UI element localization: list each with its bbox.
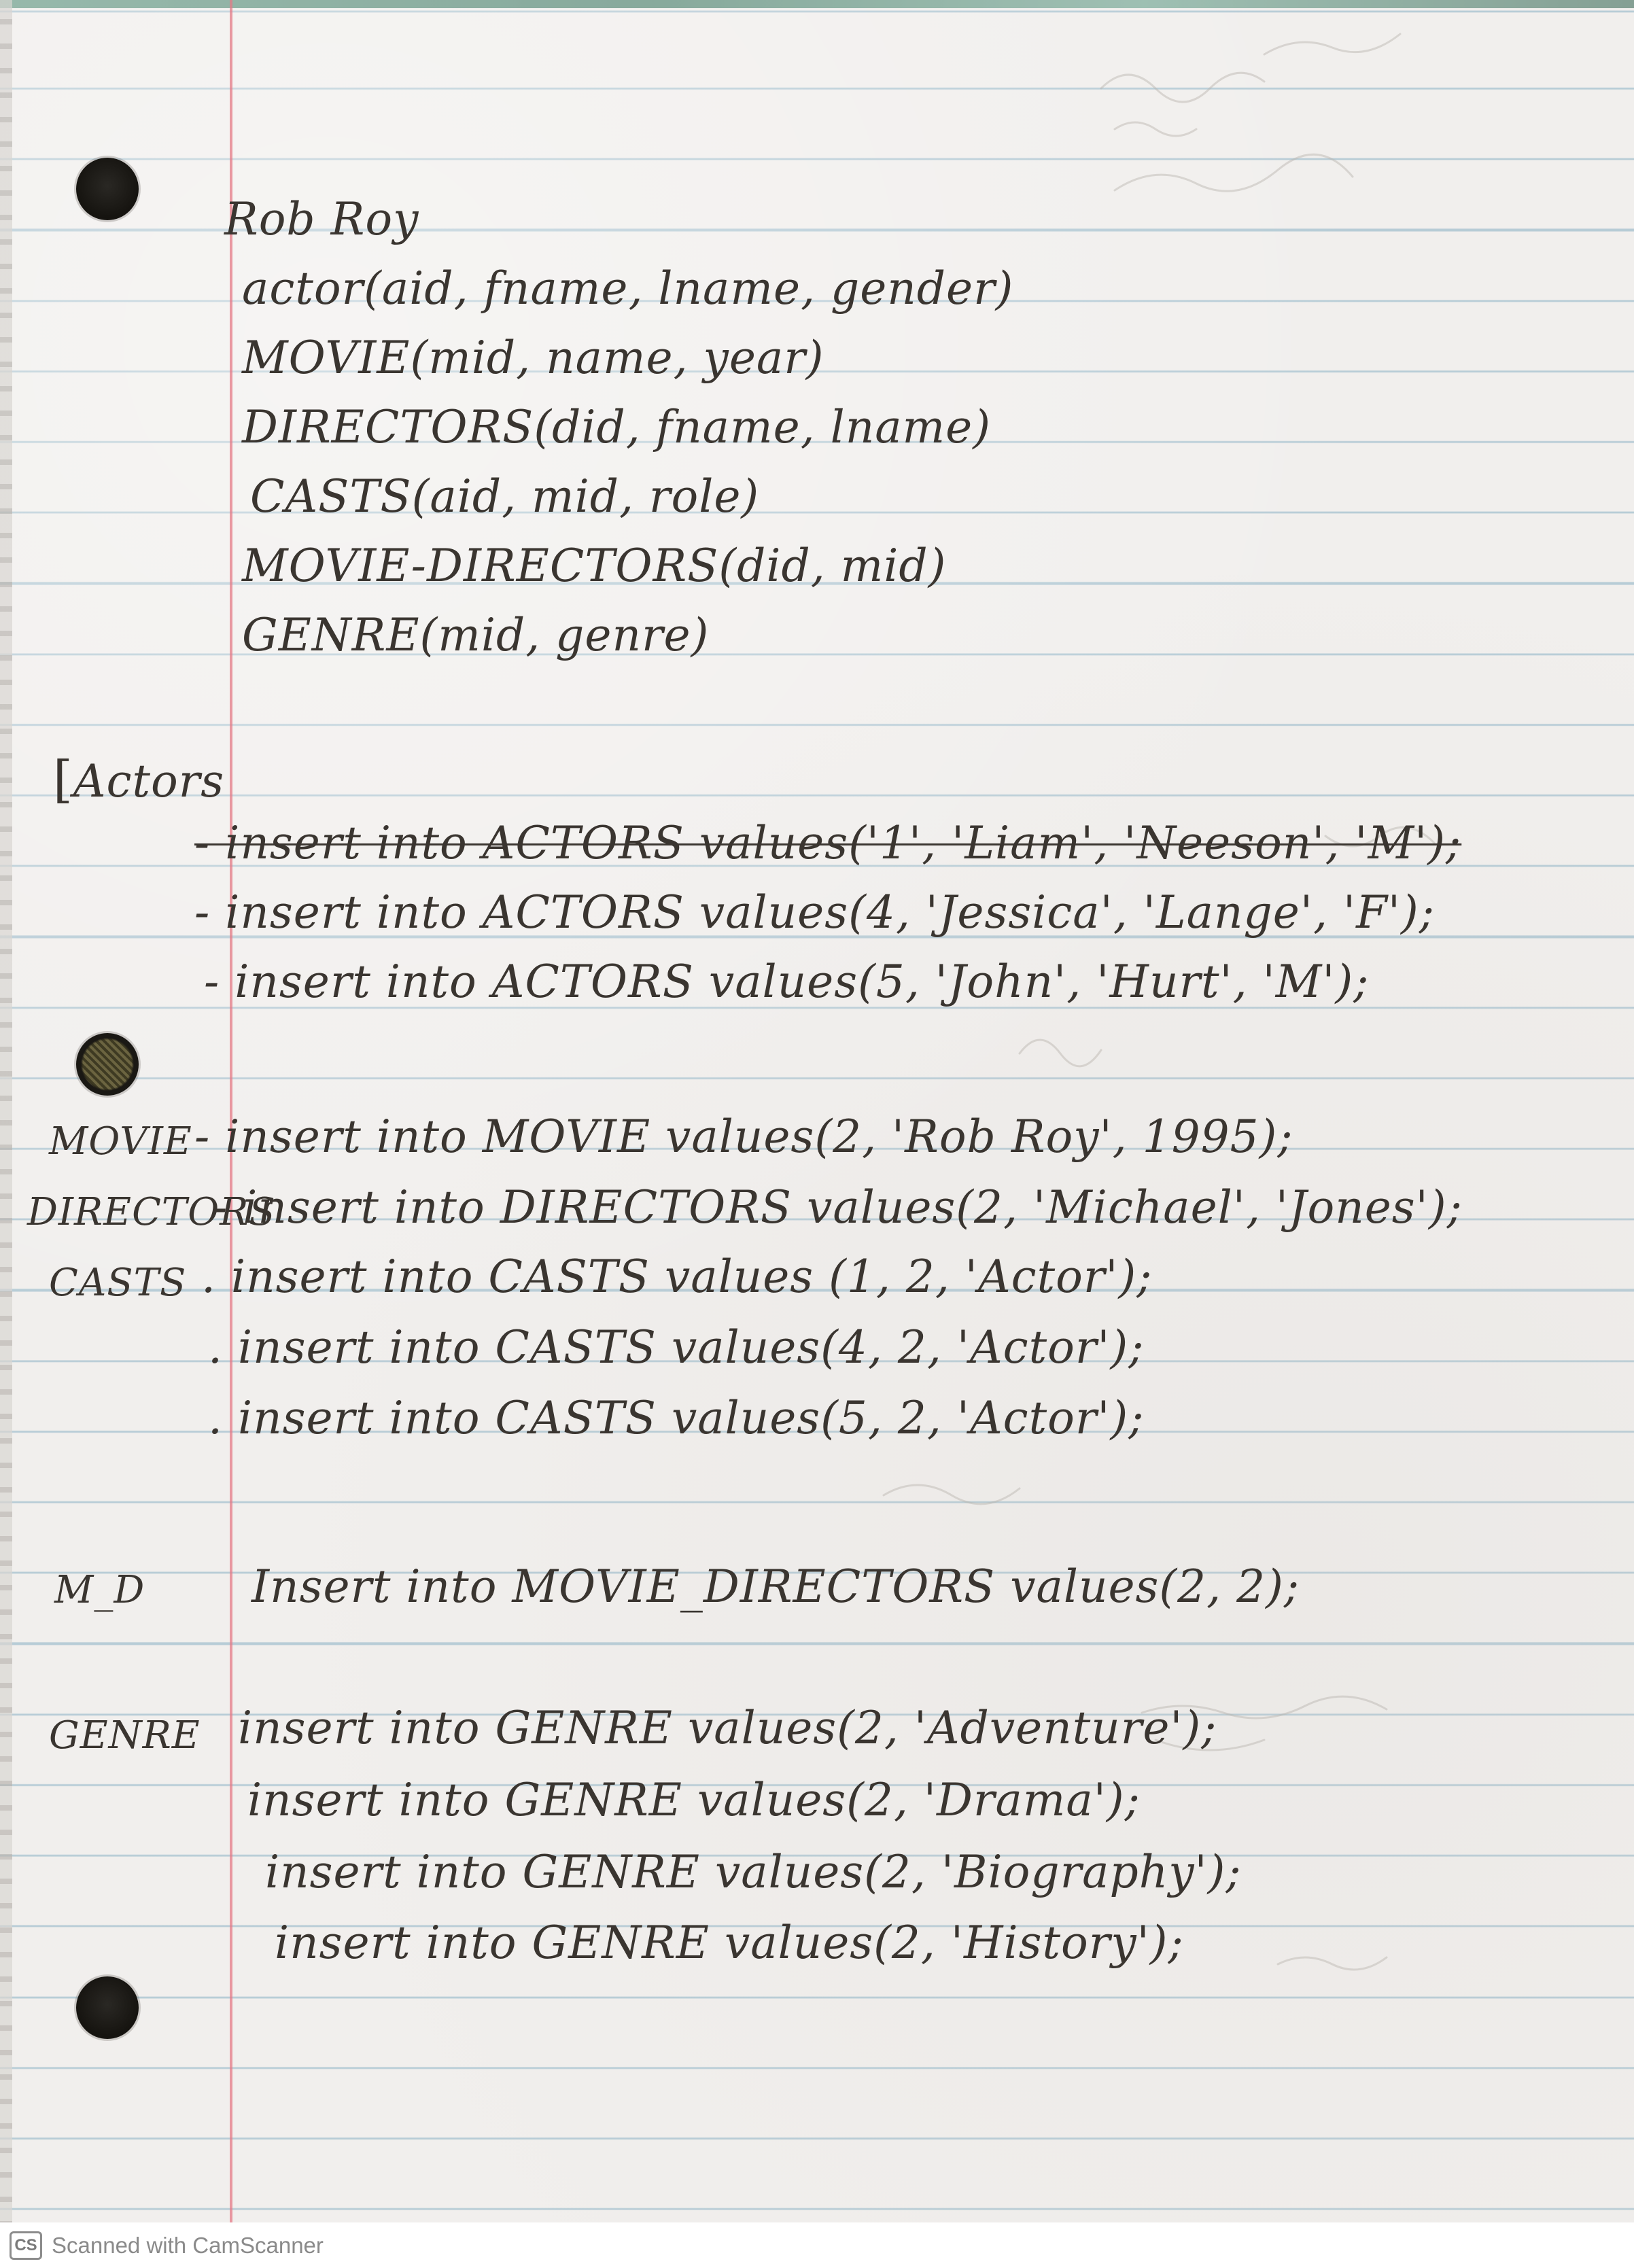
- author-name: Rob Roy: [224, 193, 419, 245]
- section-label-genre: GENRE: [49, 1713, 201, 1758]
- actor-insert-line: - insert into ACTORS values(5, 'John', 'Hurt', 'M');: [204, 956, 1370, 1008]
- schema-line: actor(aid, fname, lname, gender): [242, 262, 1014, 315]
- section-label-directors: DIRECTORS: [27, 1190, 276, 1234]
- casts-insert-line: . insert into CASTS values(4, 2, 'Actor');: [208, 1321, 1145, 1374]
- section-label-casts: CASTS: [49, 1261, 187, 1305]
- genre-insert-line: insert into GENRE values(2, 'Biography');: [265, 1846, 1242, 1898]
- schema-line: MOVIE-DIRECTORS(did, mid): [242, 540, 947, 592]
- genre-insert-line: insert into GENRE values(2, 'History');: [275, 1917, 1184, 1969]
- schema-line: MOVIE(mid, name, year): [242, 332, 824, 384]
- punch-hole: [76, 1976, 139, 2039]
- section-label-movie: MOVIE: [49, 1119, 192, 1164]
- scanner-watermark-text: Scanned with CamScanner: [52, 2232, 324, 2258]
- casts-insert-line: . insert into CASTS values(5, 2, 'Actor');: [208, 1392, 1145, 1444]
- scanner-footer: [0, 2222, 1634, 2268]
- genre-insert-line: insert into GENRE values(2, 'Drama');: [247, 1774, 1141, 1826]
- schema-line: CASTS(aid, mid, role): [250, 470, 760, 523]
- actor-insert-line: - insert into ACTORS values('1', 'Liam', 'Neeson', 'M');: [194, 817, 1462, 869]
- spiral-binding-edge: [0, 0, 12, 2222]
- directors-insert-line: - insert into DIRECTORS values(2, 'Michael', 'Jones');: [212, 1181, 1463, 1234]
- notebook-cover-edge: [0, 0, 1634, 8]
- movie-directors-insert-line: Insert into MOVIE_DIRECTORS values(2, 2);: [251, 1560, 1300, 1613]
- actor-insert-line: - insert into ACTORS values(4, 'Jessica', 'Lange', 'F');: [194, 886, 1436, 939]
- movie-insert-line: - insert into MOVIE values(2, 'Rob Roy', 1995);: [194, 1111, 1293, 1163]
- section-heading-actors: [Actors: [53, 750, 225, 809]
- camscanner-logo-icon: CS: [10, 2231, 42, 2260]
- schema-line: DIRECTORS(did, fname, lname): [242, 401, 991, 453]
- genre-insert-line: insert into GENRE values(2, 'Adventure');: [238, 1702, 1217, 1754]
- section-label-movie-directors: M_D: [54, 1568, 145, 1612]
- punch-hole: [76, 1033, 139, 1096]
- punch-hole: [76, 158, 139, 220]
- schema-line: GENRE(mid, genre): [242, 609, 710, 661]
- casts-insert-line: . insert into CASTS values (1, 2, 'Actor');: [201, 1251, 1153, 1303]
